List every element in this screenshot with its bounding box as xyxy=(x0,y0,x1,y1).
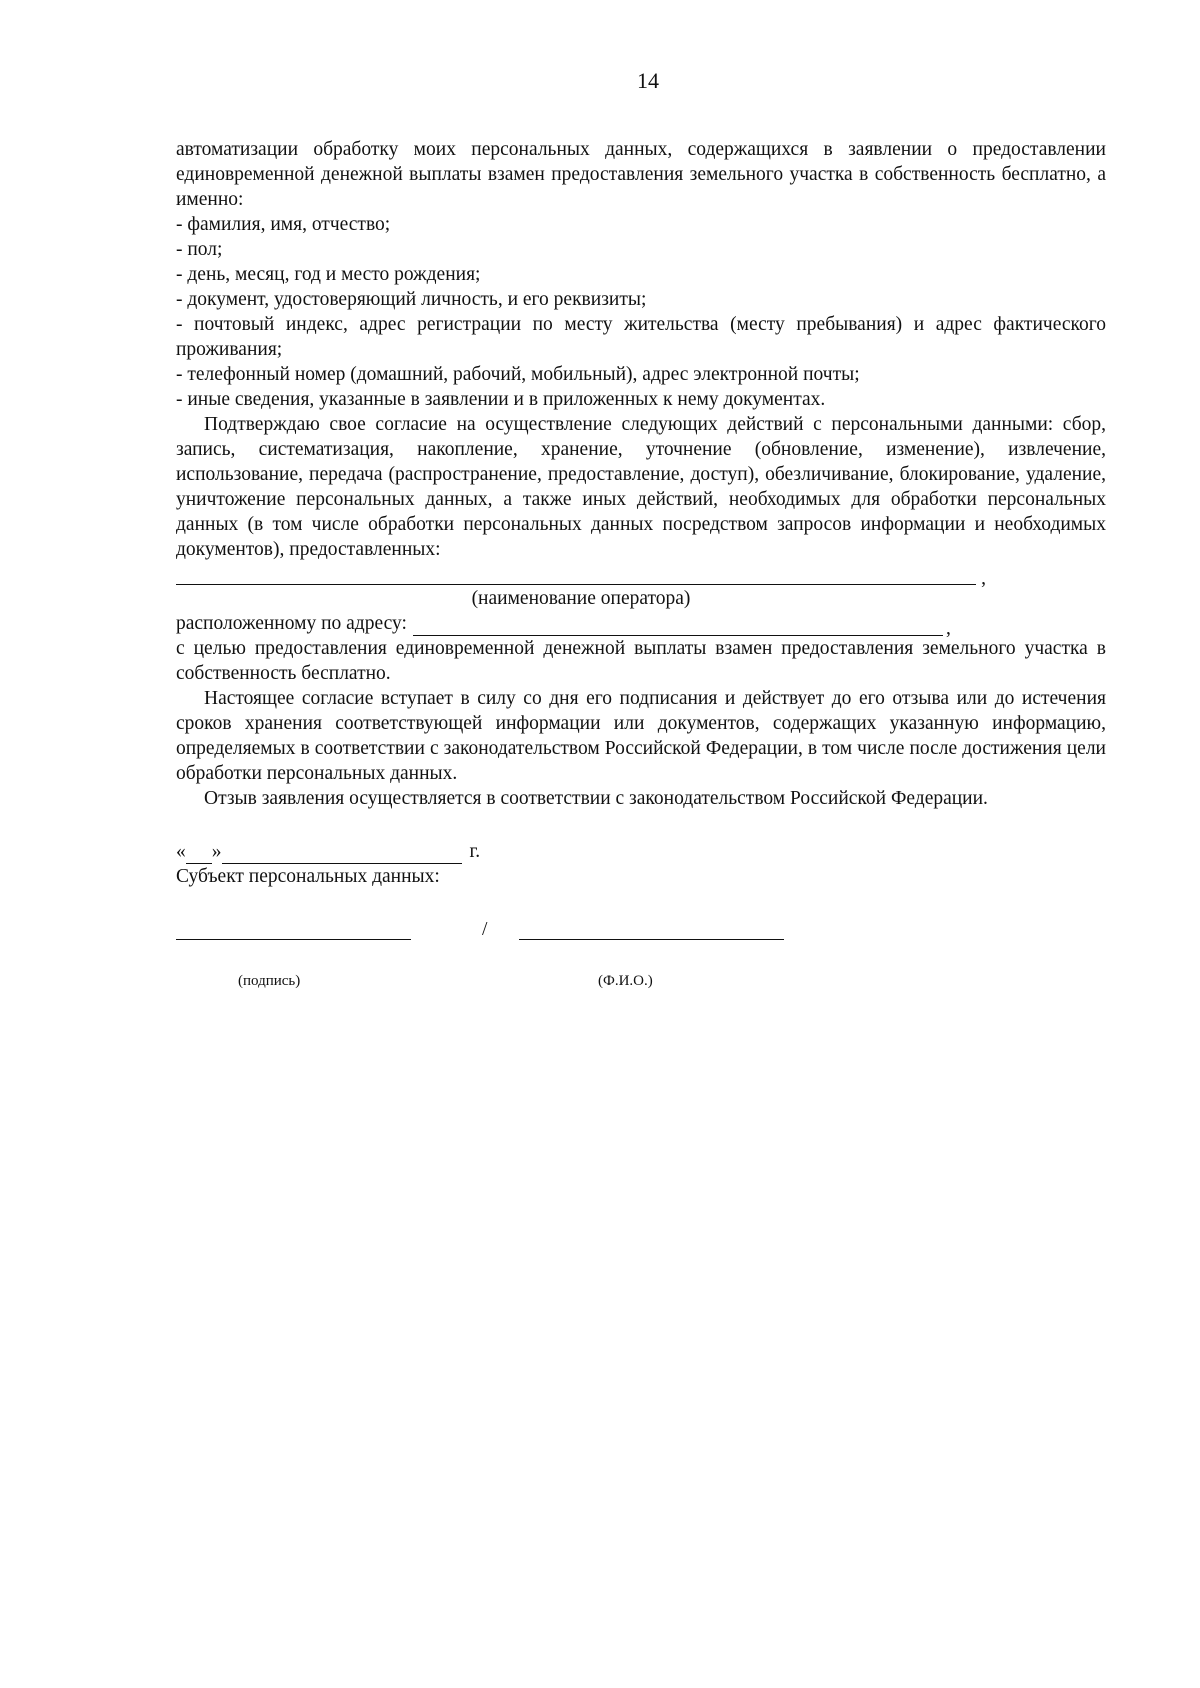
fio-field[interactable] xyxy=(519,939,784,940)
date-day-field[interactable] xyxy=(186,845,212,864)
address-row xyxy=(176,611,1106,636)
date-row xyxy=(176,839,1106,864)
address-label: расположенному по адресу: xyxy=(176,613,407,634)
list-item: - фамилия, имя, отчество; xyxy=(176,214,391,235)
list-item: - иные сведения, указанные в заявлении и в приложенных к нему документах. xyxy=(176,389,826,410)
list-item: - день, месяц, год и место рождения; xyxy=(176,264,481,285)
date-month-field[interactable] xyxy=(222,845,462,864)
list-item: - пол; xyxy=(176,239,223,260)
personal-data-list xyxy=(176,212,1106,412)
signature-caption: (подпись) xyxy=(238,973,301,989)
revocation-paragraph: Отзыв заявления осуществляется в соответствии с законодательством Российской Федерации. xyxy=(204,788,988,809)
operator-name-field[interactable] xyxy=(176,574,976,585)
document-body xyxy=(176,137,1106,1027)
date-close-quote: » xyxy=(211,841,222,862)
operator-caption: (наименование оператора) xyxy=(471,588,691,609)
list-item: - телефонный номер (домашний, рабочий, мобильный), адрес электронной почты; xyxy=(176,364,860,385)
signature-slash: / xyxy=(482,919,488,940)
date-open-quote: « xyxy=(176,841,186,862)
purpose-paragraph: с целью предоставления единовременной денежной выплаты взамен предоставления земельного участка в собственность бесплатно. xyxy=(176,638,1106,684)
list-item: - почтовый индекс, адрес регистрации по месту жительства (месту пребывания) и адрес фактического проживания; xyxy=(176,314,1106,360)
list-item: - документ, удостоверяющий личность, и его реквизиты; xyxy=(176,289,647,310)
subject-label: Субъект персональных данных: xyxy=(176,866,440,887)
intro-paragraph: автоматизации обработку моих персональных данных, содержащихся в заявлении о предоставлении единовременной денежной выплаты взамен предоставления земельного участка в собственность бесплатно, а именно: xyxy=(176,139,1106,210)
date-year-suffix: г. xyxy=(469,841,481,862)
address-field[interactable] xyxy=(413,617,943,636)
fio-caption: (Ф.И.О.) xyxy=(598,973,653,989)
validity-paragraph: Настоящее согласие вступает в силу со дня его подписания и действует до его отзыва или до истечения сроков хранения соответствующей информации или документов, содержащих указанную информацию, определяемых в соответствии с законодательством Российской Федерации, в том числе после достижения цели обработки персональных данных. xyxy=(176,688,1106,784)
signature-block xyxy=(176,907,1106,1027)
signature-field[interactable] xyxy=(176,939,411,940)
consent-paragraph: Подтверждаю свое согласие на осуществление следующих действий с персональными данными: сбор, запись, систематизация, накопление, хранение, уточнение (обновление, изменение), извлечение, использование, передача (распространение, предоставление, доступ), обезличивание, блокирование, удаление, уничтожение персональных данных, а также иных действий, необходимых для обработки персональных данных (в том числе обработки персональных данных посредством запросов информации и необходимых документов), предоставленных: xyxy=(176,414,1106,560)
page-number: 14 xyxy=(637,68,659,93)
